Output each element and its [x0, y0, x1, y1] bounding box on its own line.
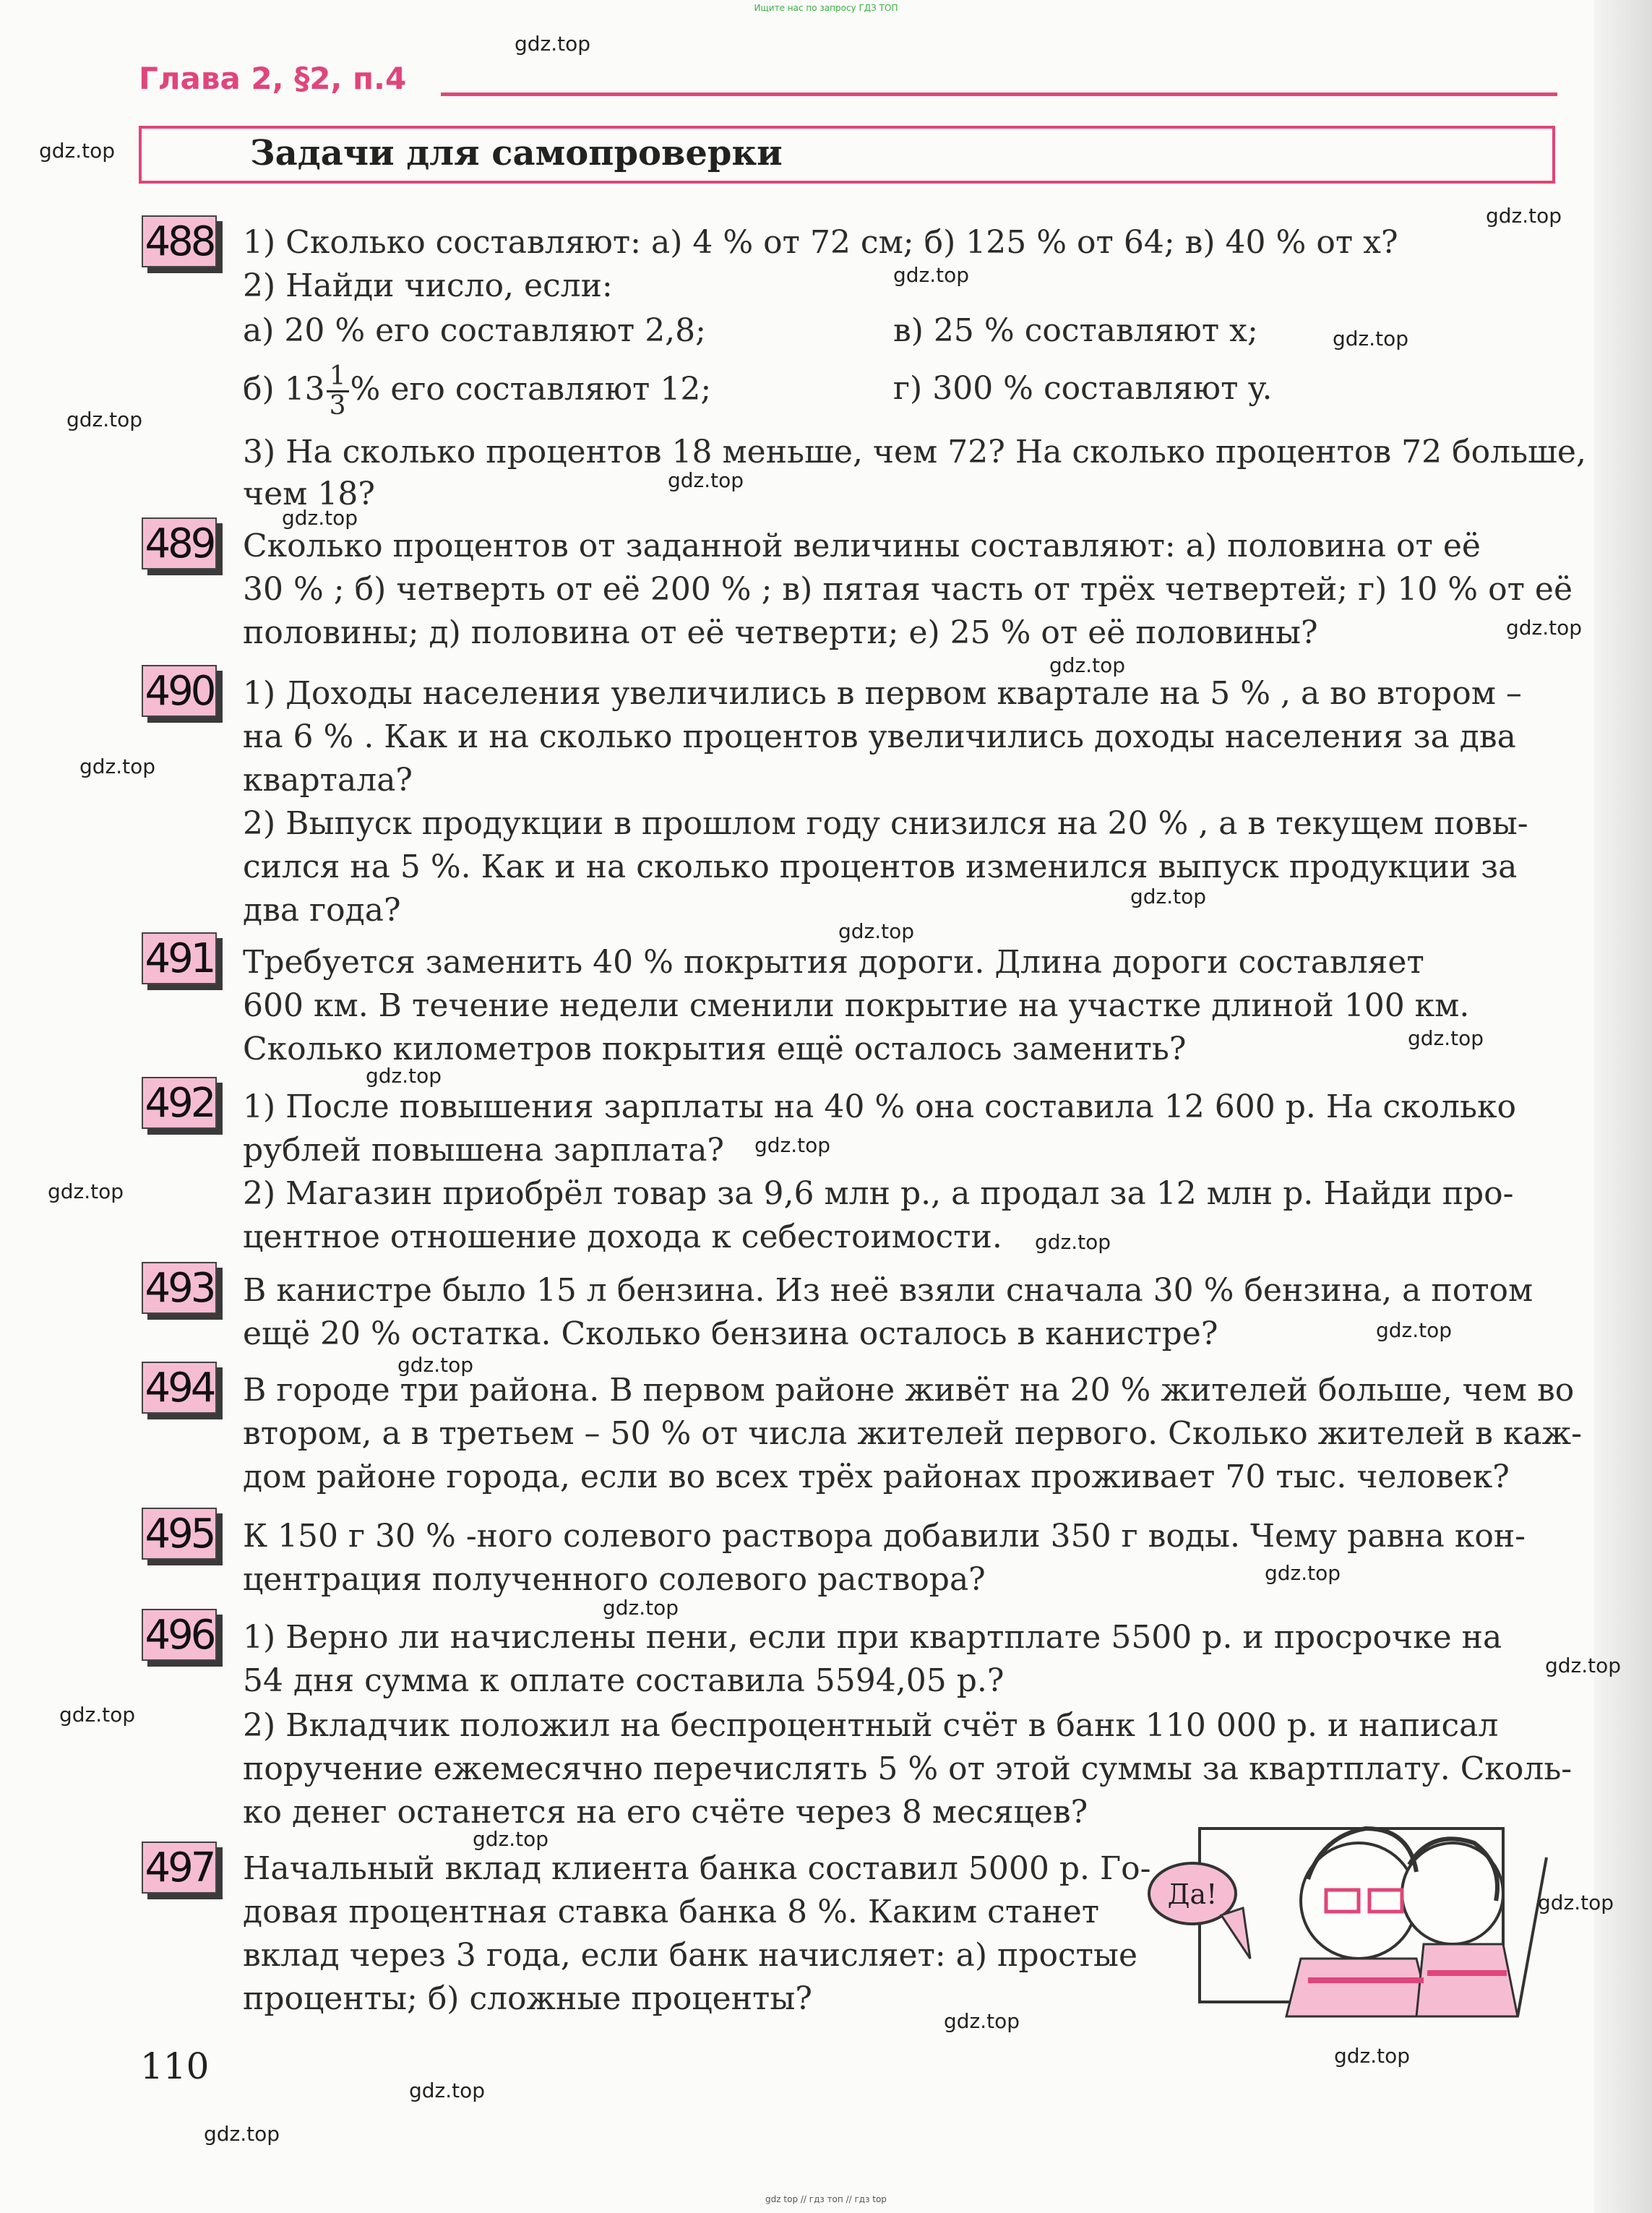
problem-number-496: 496 [142, 1609, 217, 1661]
watermark: gdz.top [1506, 616, 1583, 640]
problem-497-line: довая процентная ставка банка 8 %. Каким станет [243, 1894, 1100, 1930]
problem-493-line: В канистре было 15 л бензина. Из неё взяли сначала 30 % бензина, а потом [243, 1272, 1533, 1309]
watermark: gdz.top [1334, 2044, 1411, 2068]
problem-492-line: 2) Магазин приобрёл товар за 9,6 млн р., а продал за 12 млн р. Найди про- [243, 1175, 1514, 1212]
striped-shirt-right [1416, 1944, 1518, 2016]
problem-493-line: ещё 20 % остатка. Сколько бензина осталось в канистре? [243, 1315, 1218, 1352]
problem-491-line: Сколько километров покрытия ещё осталось заменить? [243, 1031, 1187, 1067]
problem-488-line: г) 300 % составляют y. [893, 370, 1273, 407]
watermark: gdz.top [944, 2009, 1020, 2033]
problem-488-text: % его составляют 12; [350, 371, 712, 408]
watermark: gdz.top [1408, 1026, 1484, 1050]
problem-489-line: Сколько процентов от заданной величины составляют: а) половина от её [243, 528, 1481, 564]
watermark: gdz.top [893, 263, 970, 287]
problem-496-line: 1) Верно ли начислены пени, если при квартплате 5500 р. и просрочке на [243, 1619, 1502, 1656]
watermark: gdz.top [1545, 1654, 1622, 1677]
watermark: gdz.top [397, 1353, 474, 1377]
top-banner: Ищите нас по запросу ГДЗ ТОП [754, 3, 898, 13]
problem-494-line: втором, а в третьем – 50 % от числа жителей первого. Сколько жителей в каж- [243, 1415, 1582, 1452]
problem-496-line: 54 дня сумма к оплате составила 5594,05 р.? [243, 1662, 1004, 1699]
problem-492-line: центное отношение дохода к себестоимости. [243, 1219, 1002, 1255]
watermark: gdz.top [1486, 204, 1562, 228]
fraction-numerator: 1 [327, 363, 349, 392]
problem-495-line: К 150 г 30 % -ного солевого раствора добавили 350 г воды. Чему равна кон- [243, 1518, 1526, 1555]
chapter-rule [441, 93, 1557, 96]
watermark: gdz.top [204, 2122, 280, 2146]
problem-488-line: 1) Сколько составляют: а) 4 % от 72 см; б) 125 % от 64; в) 40 % от x? [243, 224, 1398, 261]
chapter-title: Глава 2, §2, п.4 [139, 61, 407, 96]
problem-490-line: на 6 % . Как и на сколько процентов увеличились доходы населения за два [243, 718, 1516, 755]
watermark: gdz.top [1049, 653, 1126, 677]
problem-497-line: Начальный вклад клиента банка составил 5000 р. Го- [243, 1850, 1151, 1887]
watermark: gdz.top [39, 139, 116, 163]
problem-495-line: центрация полученного солевого раствора? [243, 1561, 986, 1598]
problem-496-line: 2) Вкладчик положил на беспроцентный счёт в банк 110 000 р. и написал [243, 1707, 1499, 1744]
section-header-box [139, 126, 1555, 184]
striped-shirt-left [1286, 1959, 1431, 2016]
bottom-banner: gdz top // гдз топ // гдз top [765, 2194, 887, 2204]
problem-490-line: 1) Доходы населения увеличились в первом квартале на 5 % , а во втором – [243, 675, 1522, 712]
problem-492-line: рублей повышена зарплата? [243, 1132, 725, 1169]
problem-number-497: 497 [142, 1842, 217, 1894]
watermark: gdz.top [838, 919, 915, 943]
problem-496-line: поручение ежемесячно перечислять 5 % от этой суммы за квартплату. Сколь- [243, 1750, 1573, 1787]
watermark: gdz.top [79, 755, 156, 778]
problem-488-line: в) 25 % составляют x; [893, 312, 1258, 349]
problem-489-line: половины; д) половина от её четверти; е) 25 % от её половины? [243, 614, 1318, 651]
problem-number-491: 491 [142, 932, 217, 984]
problem-494-line: В городе три района. В первом районе живёт на 20 % жителей больше, чем во [243, 1372, 1575, 1409]
problem-490-line: сился на 5 %. Как и на сколько процентов изменился выпуск продукции за [243, 848, 1518, 885]
watermark: gdz.top [366, 1064, 442, 1088]
problem-number-494: 494 [142, 1362, 217, 1414]
problem-488-line: чем 18? [243, 476, 375, 512]
speech-bubble-text: Да! [1167, 1878, 1218, 1910]
watermark: gdz.top [59, 1703, 136, 1727]
section-title: Задачи для самопроверки [250, 133, 783, 173]
watermark: gdz.top [1538, 1891, 1614, 1915]
page-edge-shadow [1594, 0, 1652, 2213]
two-children-illustration [1142, 1814, 1575, 2031]
watermark: gdz.top [515, 32, 591, 56]
problem-number-493: 493 [142, 1262, 217, 1314]
problem-494-line: дом районе города, если во всех трёх районах проживает 70 тыс. человек? [243, 1458, 1510, 1495]
problem-491-line: 600 км. В течение недели сменили покрытие на участке длиной 100 км. [243, 987, 1470, 1024]
problem-number-489: 489 [142, 517, 217, 570]
problem-number-488: 488 [142, 215, 217, 267]
problem-491-line: Требуется заменить 40 % покрытия дороги. Длина дороги составляет [243, 944, 1424, 981]
problem-488-line: 3) На сколько процентов 18 меньше, чем 72? На сколько процентов 72 больше, [243, 434, 1586, 470]
problem-492-line: 1) После повышения зарплаты на 40 % она составила 12 600 р. На сколько [243, 1088, 1516, 1125]
problem-490-line: 2) Выпуск продукции в прошлом году снизился на 20 % , а в текущем повы- [243, 805, 1528, 842]
watermark: gdz.top [473, 1827, 549, 1851]
watermark: gdz.top [282, 506, 358, 530]
problem-489-line: 30 % ; б) четверть от её 200 % ; в) пятая часть от трёх четвертей; г) 10 % от её [243, 571, 1573, 608]
problem-number-492: 492 [142, 1077, 217, 1129]
watermark: gdz.top [1130, 885, 1207, 908]
problem-490-line: квартала? [243, 762, 413, 799]
problem-488-text: б) 13 [243, 371, 325, 408]
speech-bubble-tail [1221, 1908, 1250, 1959]
watermark: gdz.top [668, 468, 744, 492]
watermark: gdz.top [1265, 1561, 1341, 1585]
watermark: gdz.top [1333, 327, 1409, 351]
problem-488-line: а) 20 % его составляют 2,8; [243, 312, 706, 349]
problem-number-495: 495 [142, 1508, 217, 1560]
fraction-one-third [327, 363, 349, 420]
problem-488-line: 2) Найди число, если: [243, 267, 613, 304]
problem-490-line: два года? [243, 892, 401, 929]
watermark: gdz.top [48, 1179, 124, 1203]
problem-497-line: вклад через 3 года, если банк начисляет: а) простые [243, 1937, 1138, 1974]
watermark: gdz.top [1376, 1318, 1453, 1342]
illustration-stand [1518, 1857, 1546, 2016]
problem-496-line: ко денег останется на его счёте через 8 месяцев? [243, 1794, 1088, 1831]
watermark: gdz.top [754, 1133, 831, 1157]
page-number: 110 [140, 2045, 210, 2087]
watermark: gdz.top [66, 408, 143, 431]
fraction-denominator: 3 [329, 391, 346, 421]
problem-number-490: 490 [142, 665, 217, 717]
watermark: gdz.top [603, 1596, 679, 1620]
watermark: gdz.top [409, 2079, 486, 2102]
problem-497-line: проценты; б) сложные проценты? [243, 1980, 812, 2017]
watermark: gdz.top [1035, 1230, 1111, 1254]
